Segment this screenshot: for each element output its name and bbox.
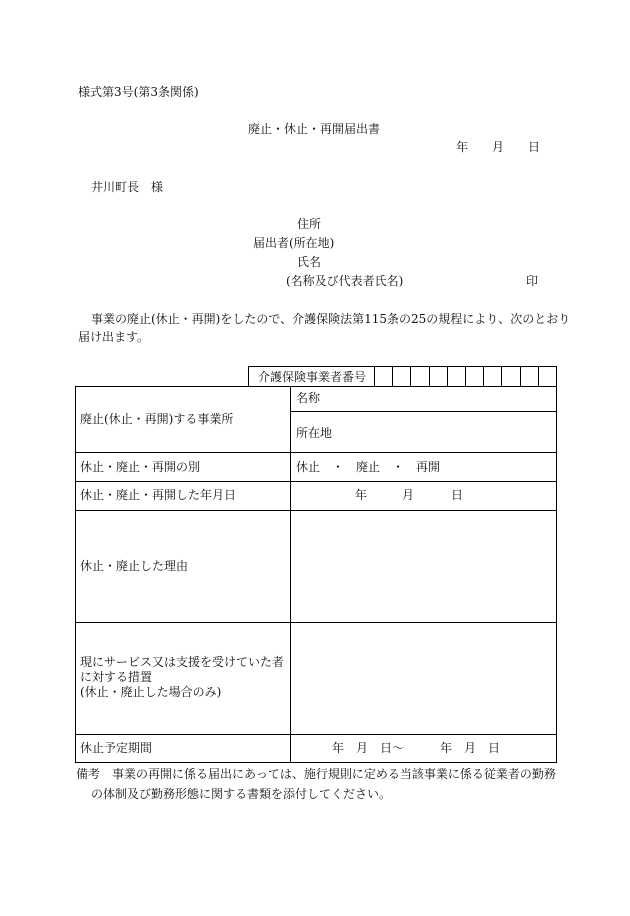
name-label: 氏名 [297, 255, 322, 269]
table-column-divider [290, 386, 291, 763]
table-left-border [75, 386, 76, 763]
provider-number-digit-divider [483, 366, 484, 386]
provider-number-label: 介護保険事業者番号 [258, 370, 367, 384]
row-divider-2 [75, 481, 557, 482]
category-options[interactable]: 休止 ・ 廃止 ・ 再開 [296, 460, 441, 474]
name-note: (名称及び代表者氏名) [286, 274, 404, 288]
provider-number-left-border [248, 366, 249, 386]
office-label: 廃止(休止・再開)する事業所 [80, 412, 234, 426]
date-row-month: 月 [402, 488, 415, 502]
provider-number-digit-divider [520, 366, 521, 386]
date-row-label: 休止・廃止・再開した年月日 [80, 488, 237, 502]
addressee: 井川町長 様 [91, 180, 164, 194]
provider-number-digit-divider [447, 366, 448, 386]
date-year: 年 [456, 140, 469, 154]
filer-label: 届出者(所在地) [253, 236, 335, 250]
row-divider-4 [75, 622, 557, 623]
row-divider-1 [75, 452, 557, 453]
measures-label-line2: に対する措置 [80, 670, 153, 684]
page-title: 廃止・休止・再開届出書 [248, 122, 381, 136]
seal-mark: 印 [526, 274, 539, 288]
provider-number-digit-divider [501, 366, 502, 386]
row-divider-5 [75, 734, 557, 735]
row-divider-3 [75, 510, 557, 511]
period-label: 休止予定期間 [80, 741, 153, 755]
measures-label-line3: (休止・廃止した場合のみ) [80, 685, 222, 699]
table-top-border [75, 386, 557, 387]
office-location-label: 所在地 [296, 426, 333, 440]
provider-number-divider [374, 366, 375, 386]
address-label: 住所 [297, 217, 322, 231]
office-subrow-divider [290, 411, 557, 412]
date-month: 月 [492, 140, 505, 154]
body-text-line1: 事業の廃止(休止・再開)をしたので、介護保険法第115条の25の規程により、次のとおり [91, 312, 571, 326]
reason-label: 休止・廃止した理由 [80, 559, 189, 573]
provider-number-digit-divider [429, 366, 430, 386]
form-number: 様式第3号(第3条関係) [78, 85, 199, 99]
date-row-day: 日 [451, 488, 464, 502]
provider-number-digit-divider [392, 366, 393, 386]
date-row-year: 年 [355, 488, 368, 502]
remarks-line1: 備考 事業の再開に係る届出にあっては、施行規則に定める当該事業に係る従業者の勤務 [76, 767, 556, 781]
remarks-line2: の体制及び勤務形態に関する書類を添付してください。 [91, 787, 392, 801]
table-bottom-border [75, 762, 557, 763]
provider-number-digit-divider [410, 366, 411, 386]
date-day: 日 [528, 140, 541, 154]
category-label: 休止・廃止・再開の別 [80, 460, 201, 474]
measures-label-line1: 現にサービス又は支援を受けていた者 [80, 655, 285, 669]
provider-number-digit-divider [538, 366, 539, 386]
office-name-label: 名称 [296, 391, 321, 405]
provider-number-digit-divider [465, 366, 466, 386]
provider-number-top-border [248, 366, 557, 367]
period-value[interactable]: 年 月 日〜 年 月 日 [332, 741, 501, 755]
table-right-border [556, 366, 557, 763]
body-text-line2: 届け出ます。 [78, 330, 150, 344]
